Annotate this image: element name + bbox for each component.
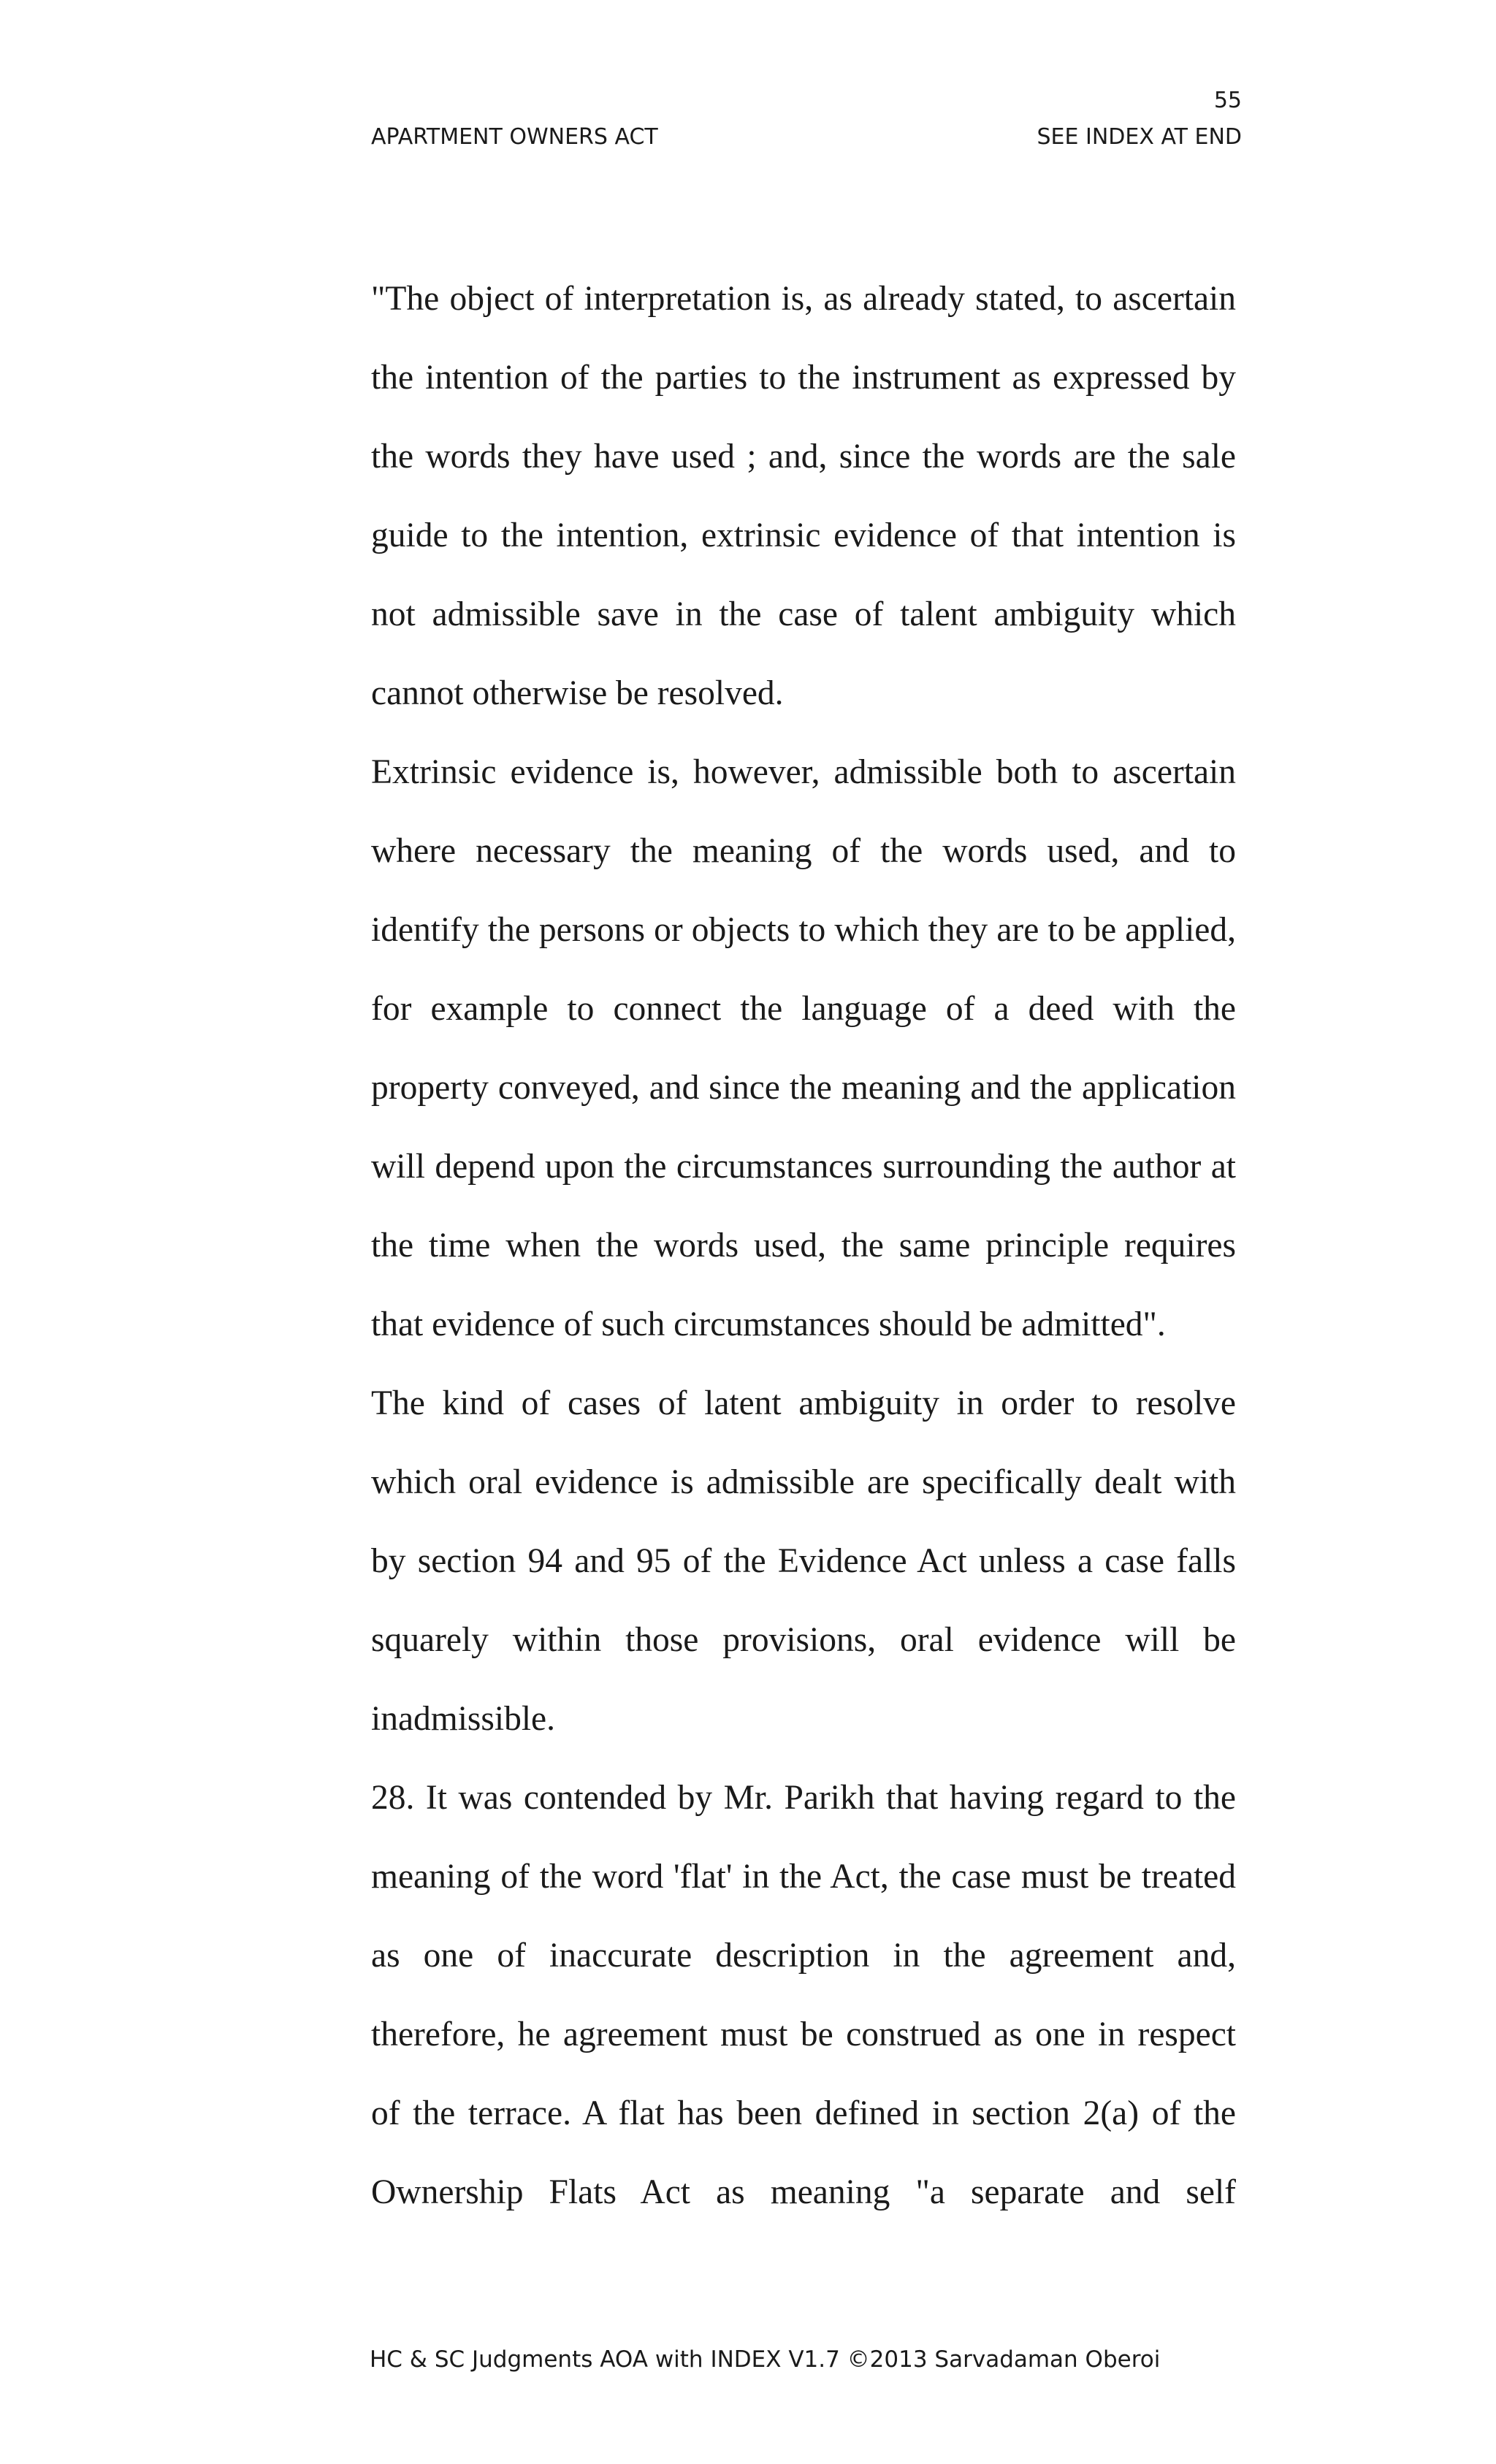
paragraph-latent-ambiguity: The kind of cases of latent ambiguity in order to resolve which oral evidence is admissible are specifically dealt with by section 94 and 95 of the Evidence Act unless a case falls squarely within those provisions, oral evidence will be inadmissible.: [371, 1384, 1236, 1738]
page-number: 55: [1213, 88, 1242, 113]
paragraph-quote-interpretation: "The object of interpretation is, as already stated, to ascertain the intention of the parties to the instrument as expressed by the words they have used ; and, since the words are the sale guide to the intention, extrinsic evidence of that intention is not admissible save in the case of talent ambiguity which cannot otherwise be resolved.: [371, 280, 1236, 712]
running-header: [371, 123, 1242, 152]
paragraph-extrinsic-evidence: Extrinsic evidence is, however, admissible both to ascertain where necessary the meaning of the words used, and to identify the persons or objects to which they are to be applied, for example to connect the language of a deed with the property conveyed, and since the meaning and the application will depend upon the circumstances surrounding the author at the time when the words used, the same principle requires that evidence of such circumstances should be admitted".: [371, 753, 1236, 1343]
header-title: APARTMENT OWNERS ACT: [371, 124, 658, 150]
body-text: [371, 259, 1236, 2232]
paragraph-28: 28. It was contended by Mr. Parikh that having regard to the meaning of the word 'flat' in the Act, the case must be treated as one of inaccurate description in the agreement and, therefore, he agreement must be construed as one in respect of the terrace. A flat has been defined in section 2(a) of the Ownership Flats Act as meaning "a separate and self: [371, 1779, 1236, 2211]
header-index-note: SEE INDEX AT END: [1037, 124, 1242, 150]
page-footer: HC & SC Judgments AOA with INDEX V1.7 ©2013 Sarvadaman Oberoi: [370, 2346, 1161, 2373]
